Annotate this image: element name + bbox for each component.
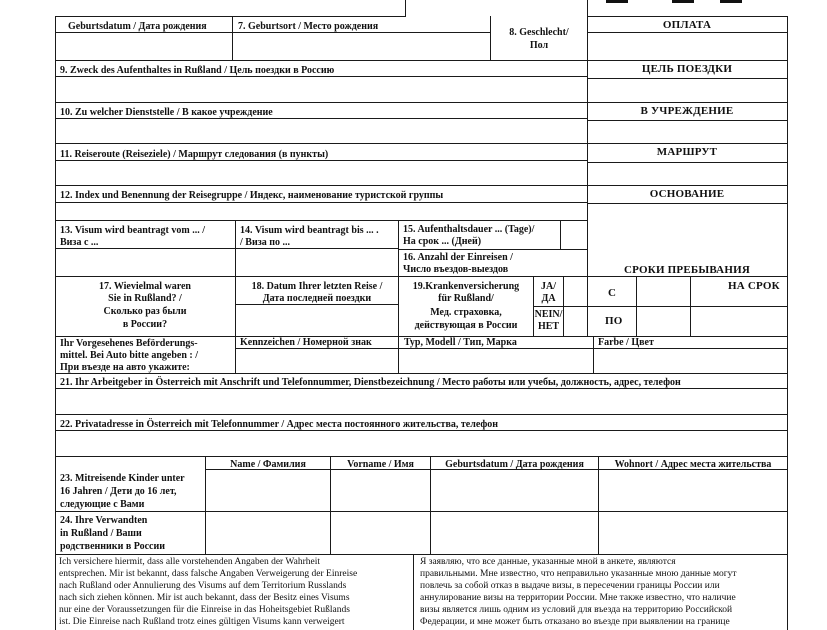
field-purpose-label: 9. Zweck des Aufenthaltes in Rußland / Цель поездки в Россию	[60, 65, 335, 76]
rule	[235, 348, 787, 349]
declaration-russian	[420, 556, 784, 628]
rule	[205, 456, 206, 554]
field-relatives-label: родственники в России	[60, 541, 165, 552]
rule	[587, 306, 787, 307]
rule	[55, 76, 587, 77]
rule	[55, 202, 587, 203]
field-children-label: 16 Jahren / Дети до 16 лет,	[60, 486, 177, 497]
field-private-address-label: 22. Privatadresse in Österreich mit Telefonnummer / Адрес места постоянного жительства, телефон	[60, 419, 499, 430]
declaration-line: nach Rußland oder Annulierung des Visums auf dem Territorium Russlands	[59, 581, 347, 591]
field-insurance-label: Мед. страховка,	[430, 307, 502, 318]
rule	[55, 118, 587, 119]
declaration-line: аннулирование визы на территории России. Мне также известно, что наличие	[420, 593, 736, 603]
declaration-line: визы является лишь одним из условий для въезда на территорию Российской	[420, 605, 733, 615]
declaration-line: nur eine der Voraussetzungen für die Einreise in das Hoheitsgebiet Rußlands	[59, 605, 350, 615]
rule	[55, 220, 587, 221]
redaction-bar	[720, 0, 742, 3]
rule	[587, 203, 787, 204]
rule	[533, 306, 587, 307]
rule	[690, 276, 691, 336]
rule	[55, 16, 406, 17]
office-from-label: С	[608, 287, 617, 299]
field-insurance-label: 19.Krankenversicherung	[412, 281, 520, 292]
rule	[55, 143, 787, 144]
declaration-line: entsprechen. Mir ist bekannt, dass falsche Angaben Verweigerung der Einreise	[59, 569, 358, 579]
redaction-bar	[606, 0, 628, 3]
insurance-no-label: НЕТ	[537, 321, 560, 332]
field-children-label: 23. Mitreisende Kinder unter	[60, 473, 185, 484]
redaction-bar	[672, 0, 694, 3]
insurance-yes-label: ДА	[541, 293, 556, 304]
declaration-line: nach sich ziehen können. Mir ist auch bekannt, dass der Besitz eines Visums	[59, 593, 350, 603]
office-institution-heading: В УЧРЕЖДЕНИЕ	[640, 105, 734, 117]
rule	[55, 388, 787, 389]
field-visa-from-label: Виза с ...	[60, 237, 99, 248]
field-visa-to-label: 14. Visum wird beantragt bis ... .	[240, 225, 379, 236]
rule	[55, 373, 787, 374]
rule	[235, 304, 398, 305]
field-visits-label: Сколько раз были	[103, 306, 187, 317]
col-header-name: Name / Фамилия	[230, 459, 306, 470]
field-visa-from-label: 13. Visum wird beantragt vom ... /	[60, 225, 205, 236]
rule	[398, 336, 399, 373]
field-employer-label: 21. Ihr Arbeitgeber in Österreich mit Anschrift und Telefonnummer, Dienstbezeichnung / Место работы или учебы, должность, адрес, телефон	[60, 377, 681, 388]
field-insurance-label: действующая в России	[414, 320, 518, 331]
col-header-birthdate: Geburtsdatum / Дата рождения	[445, 459, 584, 470]
rule	[55, 414, 787, 415]
declaration-line: правильными. Мне известно, что неправильно указанные мною данные могут	[420, 569, 737, 579]
rule	[55, 60, 787, 61]
field-birthdate-label: Geburtsdatum / Дата рождения	[68, 21, 207, 32]
rule	[587, 78, 787, 79]
rule	[55, 430, 787, 431]
rule	[405, 0, 406, 16]
declaration-line: ist. Die Einreise nach Rußland trotz eines gültigen Visums kann verweigert	[59, 617, 345, 627]
rule	[398, 249, 587, 250]
rule	[232, 16, 233, 60]
field-sex-label: Пол	[529, 40, 549, 51]
rule	[636, 276, 637, 336]
rule	[398, 220, 399, 276]
rule	[593, 336, 594, 373]
rule	[235, 336, 236, 373]
field-duration-label: На срок ... (Дней)	[403, 236, 482, 247]
office-basis-heading: ОСНОВАНИЕ	[649, 188, 725, 200]
rule	[587, 32, 787, 33]
rule	[490, 16, 491, 60]
rule	[55, 102, 787, 103]
declaration-line: повлечь за собой отказ в выдаче визы, в пересечении границы России или	[420, 581, 720, 591]
rule	[55, 248, 398, 249]
field-transport-label: При въезде на авто укажите:	[60, 362, 190, 373]
rule	[560, 220, 561, 250]
rule	[587, 16, 787, 17]
office-term-label: НА СРОК	[728, 280, 780, 292]
rule	[598, 456, 599, 554]
col-header-firstname: Vorname / Имя	[347, 459, 414, 470]
rule	[55, 511, 787, 512]
office-to-label: ПО	[605, 315, 623, 327]
field-sex-label: 8. Geschlecht/	[509, 27, 569, 38]
field-visa-to-label: / Виза по ...	[240, 237, 290, 248]
field-relatives-label: 24. Ihre Verwandten	[60, 515, 148, 526]
rule	[55, 554, 787, 555]
rule	[430, 456, 431, 554]
rule	[413, 554, 414, 630]
field-last-trip-label: 18. Datum Ihrer letzten Reise /	[251, 281, 383, 292]
field-entries-label: Число въездов-выездов	[403, 264, 509, 275]
office-stay-heading: СРОКИ ПРЕБЫВАНИЯ	[624, 264, 750, 276]
field-birthplace-label: 7. Geburtsort / Место рождения	[238, 21, 379, 32]
office-payment-heading: ОПЛАТА	[662, 19, 712, 31]
field-transport-label: mittel. Bei Auto bitte angeben : /	[60, 350, 199, 361]
rule	[55, 160, 587, 161]
field-transport-label: Ihr Vorgesehenes Beförderungs-	[60, 338, 198, 349]
rule	[55, 276, 787, 277]
rule	[55, 456, 787, 457]
rule	[787, 16, 788, 554]
field-visits-label: Sie in Rußland? /	[108, 293, 182, 304]
insurance-no-label: NEIN/	[534, 309, 563, 320]
office-purpose-heading: ЦЕЛЬ ПОЕЗДКИ	[641, 63, 733, 75]
declaration-line: Я заявляю, что все данные, указанные мной в анкете, являются	[420, 557, 676, 567]
field-institution-label: 10. Zu welcher Dienststelle / В какое учреждение	[60, 107, 273, 118]
rule	[587, 0, 588, 16]
rule	[587, 162, 787, 163]
office-route-heading: МАРШРУТ	[656, 146, 718, 158]
declaration-line: Федерации, и мне может быть отказано во въезде при выявлении на границе	[420, 617, 730, 627]
field-color-label: Farbe / Цвет	[598, 337, 654, 348]
rule	[330, 456, 331, 554]
field-visits-label: 17. Wievielmal waren	[99, 281, 191, 292]
field-entries-label: 16. Anzahl der Einreisen /	[403, 252, 513, 263]
field-plate-label: Kennzeichen / Номерной знак	[240, 337, 372, 348]
field-visits-label: в России?	[122, 319, 168, 330]
rule	[55, 185, 787, 186]
field-relatives-label: in Rußland / Ваши	[60, 528, 142, 539]
field-group-label: 12. Index und Benennung der Reisegruppe / Индекс, наименование туристской группы	[60, 190, 444, 201]
field-insurance-label: für Rußland/	[438, 293, 494, 304]
field-route-label: 11. Reiseroute (Reiseziele) / Маршрут следования (в пункты)	[60, 149, 329, 160]
declaration-german	[59, 556, 409, 628]
rule	[787, 554, 788, 630]
insurance-yes-label: JA/	[541, 281, 556, 292]
field-duration-label: 15. Aufenthaltsdauer ... (Tage)/	[403, 224, 535, 235]
field-model-label: Typ, Modell / Тип, Марка	[404, 337, 517, 348]
rule	[587, 120, 787, 121]
rule	[55, 32, 490, 33]
col-header-residence: Wohnort / Адрес места жительства	[614, 459, 772, 470]
declaration-line: Ich versichere hiermit, dass alle vorstehenden Angaben der Wahrheit	[59, 557, 321, 567]
field-last-trip-label: Дата последней поездки	[262, 293, 372, 304]
field-children-label: следующие с Вами	[60, 499, 145, 510]
